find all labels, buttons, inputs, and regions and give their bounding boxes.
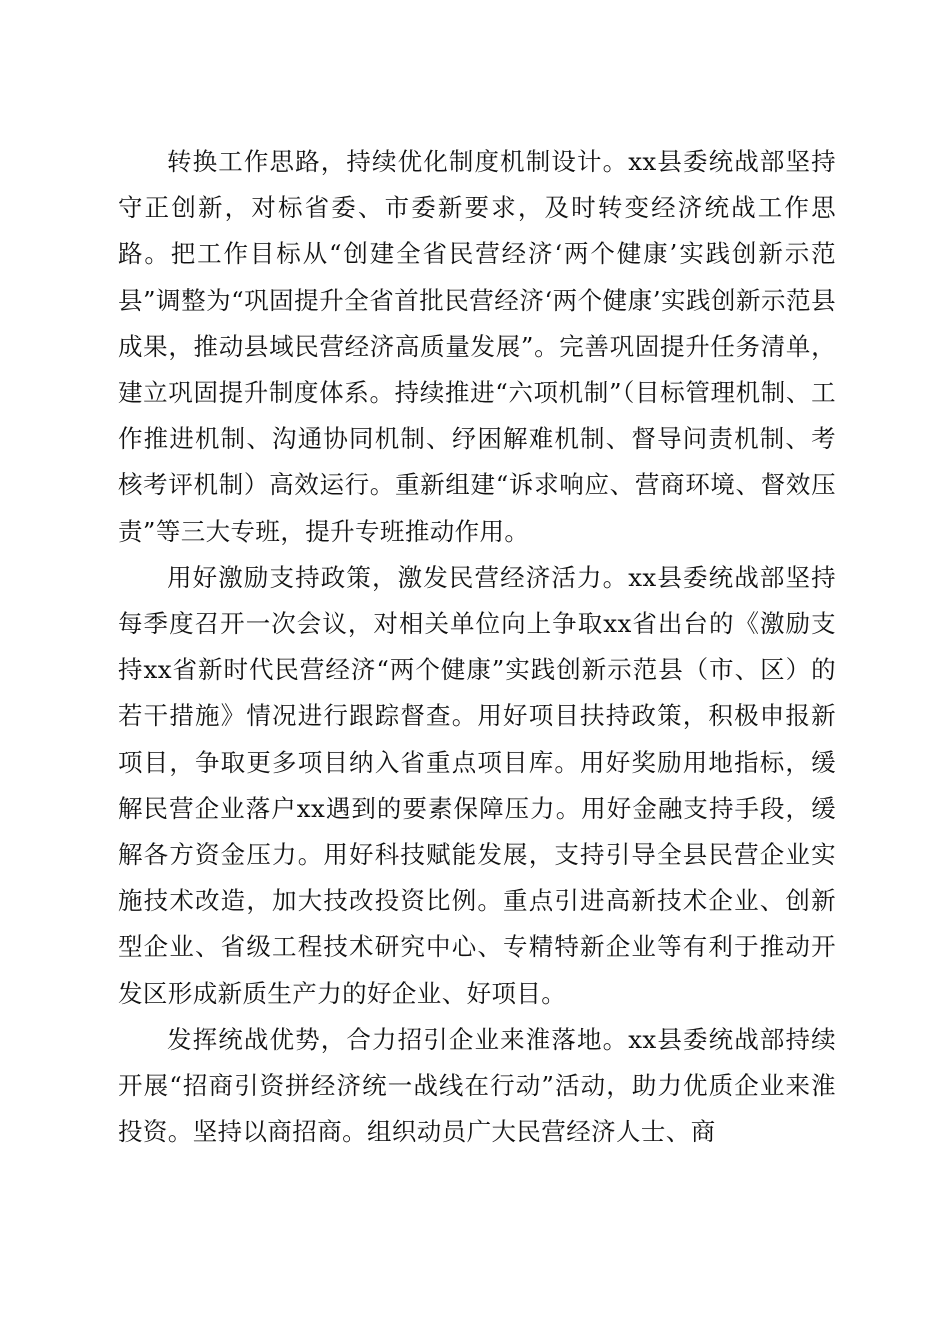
document-body [118, 139, 836, 1155]
paragraph-incentive-policy: 用好激励支持政策，激发民营经济活力。xx县委统战部坚持每季度召开一次会议，对相关单位向上争取xx省出台的《激励支持xx省新时代民营经济“两个健康”实践创新示范县（市、区）的若干措施》情况进行跟踪督查。用好项目扶持政策，积极申报新项目，争取更多项目纳入省重点项目库。用好奖励用地指标，缓解民营企业落户xx遇到的要素保障压力。用好金融支持手段，缓解各方资金压力。用好科技赋能发展，支持引导全县民营企业实施技术改造，加大技改投资比例。重点引进高新技术企业、创新型企业、省级工程技术研究中心、专精特新企业等有利于推动开发区形成新质生产力的好企业、好项目。 [118, 562, 836, 1008]
paragraph-work-mechanism: 转换工作思路，持续优化制度机制设计。xx县委统战部坚持守正创新，对标省委、市委新要求，及时转变经济统战工作思路。把工作目标从“创建全省民营经济‘两个健康’实践创新示范县”调整为“巩固提升全省首批民营经济‘两个健康’实践创新示范县成果，推动县域民营经济高质量发展”。完善巩固提升任务清单，建立巩固提升制度体系。持续推进“六项机制”（目标管理机制、工作推进机制、沟通协同机制、纾困解难机制、督导问责机制、考核考评机制）高效运行。重新组建“诉求响应、营商环境、督效压责”等三大专班，提升专班推动作用。 [118, 147, 836, 546]
paragraph-investment-attraction: 发挥统战优势，合力招引企业来淮落地。xx县委统战部持续开展“招商引资拼经济统一战线在行动”活动，助力优质企业来淮投资。坚持以商招商。组织动员广大民营经济人士、商 [118, 1024, 836, 1147]
